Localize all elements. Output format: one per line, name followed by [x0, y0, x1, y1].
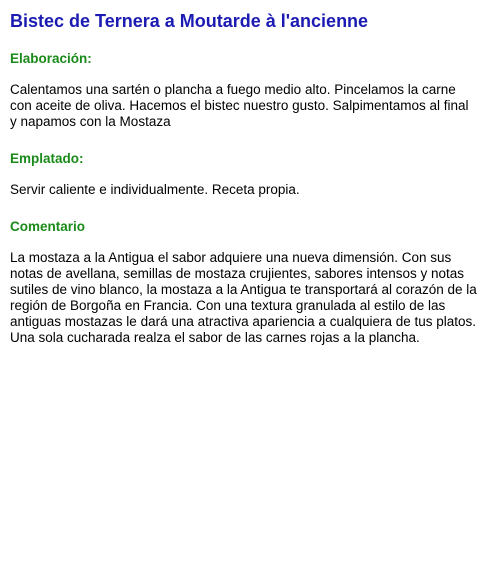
section-text-emplatado: Servir caliente e individualmente. Receta propia.: [10, 182, 300, 197]
section-elaboracion: [10, 50, 477, 130]
section-heading-comentario: Comentario: [10, 219, 86, 234]
section-text-elaboracion: Calentamos una sartén o plancha a fuego medio alto. Pincelamos la carne con aceite de oliva. Hacemos el bistec nuestro gusto. Salpimentamos al final y napamos con la Mostaza: [10, 82, 469, 129]
section-heading-emplatado: Emplatado:: [10, 151, 84, 166]
section-comentario: [10, 218, 477, 346]
section-text-comentario: La mostaza a la Antigua el sabor adquiere una nueva dimensión. Con sus notas de avellana, semillas de mostaza crujientes, sabores intensos y notas sutiles de vino blanco, la mostaza a la Antigua te transportará al corazón de la región de Borgoña en Francia. Con una textura granulada al estilo de las antiguas mostazas le dará una atractiva apariencia a cualquiera de tus platos. Una sola cucharada realza el sabor de las carnes rojas a la plancha.: [10, 250, 477, 345]
recipe-title: Bistec de Ternera a Moutarde à l'ancienne: [10, 11, 369, 31]
section-heading-elaboracion: Elaboración:: [10, 51, 92, 66]
section-emplatado: [10, 150, 477, 198]
